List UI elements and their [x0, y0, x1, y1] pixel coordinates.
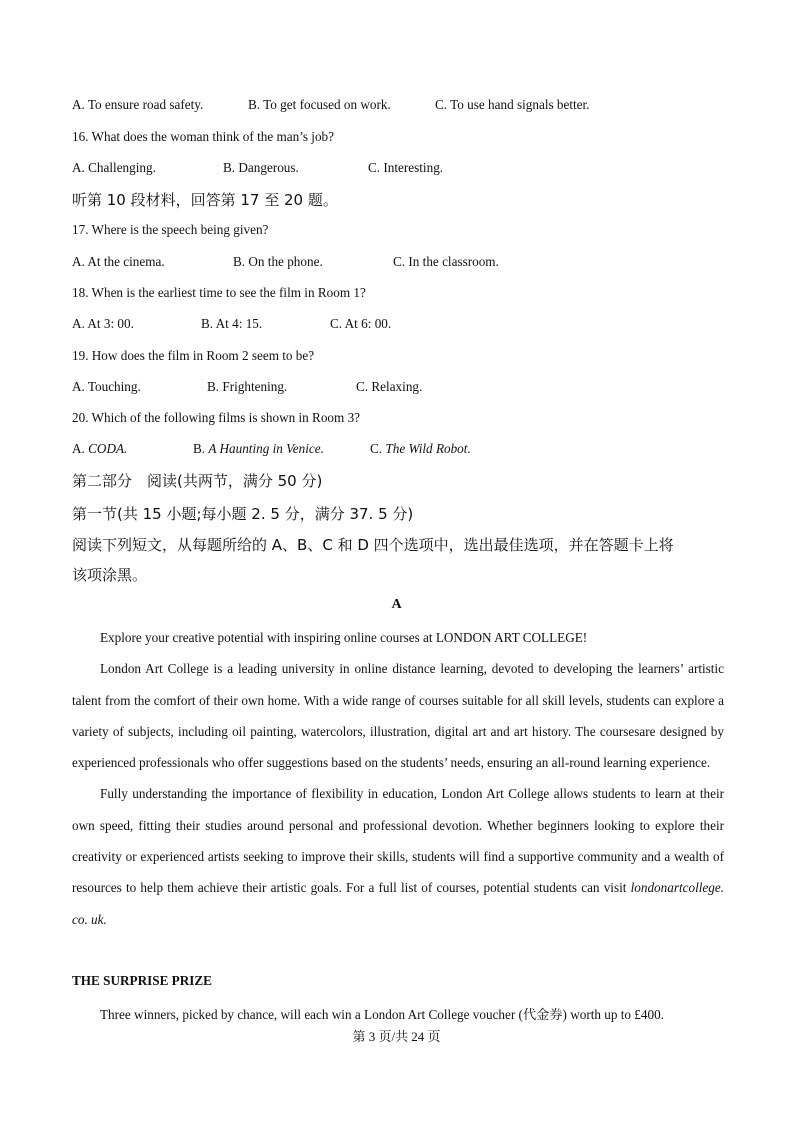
passage-intro: Explore your creative potential with inspiring online courses at LONDON ART COLLEGE! — [100, 630, 588, 645]
q20-option-b-prefix: B. — [193, 441, 209, 456]
q19-question: 19. How does the film in Room 2 seem to be? — [72, 348, 315, 363]
q18-option-b: B. At 4: 15. — [201, 316, 263, 331]
q16-question: 16. What does the woman think of the man’s job? — [72, 129, 334, 144]
q20-option-b-title: A Haunting in Venice. — [208, 441, 324, 456]
q17-question: 17. Where is the speech being given? — [72, 222, 269, 237]
q20-option-a — [72, 441, 127, 457]
prize-heading: THE SURPRISE PRIZE — [72, 973, 212, 988]
q17-option-b: B. On the phone. — [233, 254, 323, 269]
q18-option-a: A. At 3: 00. — [72, 316, 134, 331]
instruction-line-2: 该项涂黑。 — [72, 566, 148, 584]
instruction-line-1: 阅读下列短文，从每题所给的 A、B、C 和 D 四个选项中，选出最佳选项，并在答题卡上将 — [72, 536, 674, 554]
passage-body — [72, 622, 724, 935]
q20-option-a-title: CODA. — [88, 441, 128, 456]
q19-option-a: A. Touching. — [72, 379, 141, 394]
q16-option-b: B. Dangerous. — [223, 160, 299, 175]
q16-option-c: C. Interesting. — [368, 160, 444, 175]
q19-option-c: C. Relaxing. — [356, 379, 423, 394]
q19-option-b: B. Frightening. — [207, 379, 288, 394]
section10-instruction: 听第 10 段材料，回答第 17 至 20 题。 — [72, 191, 338, 209]
q17-option-c: C. In the classroom. — [393, 254, 499, 269]
q20-option-b — [193, 441, 324, 457]
section1-heading: 第一节(共 15 小题;每小题 2. 5 分，满分 37. 5 分) — [72, 505, 414, 523]
passage-paragraph-1: London Art College is a leading university in online distance learning, devoted to developing the learners’ artistic talent from the comfort of their own home. With a wide range of courses suitable for all skill levels, students can explore a variety of subjects, including oil painting, watercolors, illustration, digital art and art history. The coursesare designed by experienced professionals who offer suggestions based on the students’ needs, ensuring an all-round learning experience. — [72, 661, 724, 771]
q15-option-c: C. To use hand signals better. — [435, 97, 590, 112]
q18-question: 18. When is the earliest time to see the film in Room 1? — [72, 285, 366, 300]
website-link[interactable]: londonartcollege. co. uk. — [72, 880, 724, 927]
passage-paragraph-2-text: Fully understanding the importance of flexibility in education, London Art College allows students to learn at their own speed, fitting their studies around personal and professional devotion. Whether beginners looking to explore their creativity or experienced artists seeking to improve their skills, students will find a supportive community and a wealth of resources to help them achieve their artistic goals. For a full list of courses, potential students can visit — [72, 786, 724, 896]
q20-option-c — [370, 441, 471, 457]
q20-option-a-prefix: A. — [72, 441, 89, 456]
passage-paragraph-2 — [72, 778, 724, 934]
q18-option-c: C. At 6: 00. — [330, 316, 392, 331]
part2-heading: 第二部分 阅读(共两节，满分 50 分) — [72, 472, 323, 490]
q17-option-a: A. At the cinema. — [72, 254, 165, 269]
q20-question: 20. Which of the following films is shown in Room 3? — [72, 410, 361, 425]
q20-option-c-prefix: C. — [370, 441, 386, 456]
q15-option-b: B. To get focused on work. — [248, 97, 391, 112]
passage-letter: A — [391, 597, 402, 612]
q15-option-a: A. To ensure road safety. — [72, 97, 204, 112]
page-footer: 第 3 页/共 24 页 — [352, 1029, 441, 1044]
q16-option-a: A. Challenging. — [72, 160, 156, 175]
q20-option-c-title: The Wild Robot. — [385, 441, 471, 456]
prize-text: Three winners, picked by chance, will each win a London Art College voucher (代金券) worth up to £400. — [100, 1007, 664, 1022]
